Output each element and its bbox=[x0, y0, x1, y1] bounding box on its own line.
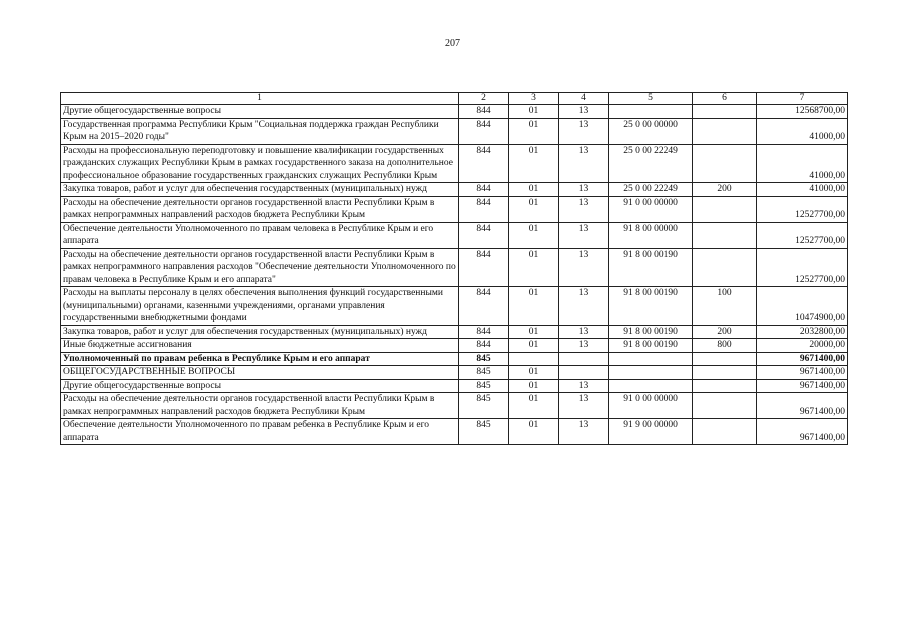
row-name-cell: Расходы на обеспечение деятельности органов государственной власти Республики Крым в рамках непрограммных направлений расходов бюджета Республики Крым bbox=[61, 393, 459, 419]
row-target-article-cell: 25 0 00 22249 bbox=[609, 144, 693, 183]
row-subsection-cell: 13 bbox=[559, 196, 609, 222]
row-ved-cell: 844 bbox=[459, 222, 509, 248]
row-subsection-cell: 13 bbox=[559, 325, 609, 339]
row-ved-cell: 844 bbox=[459, 339, 509, 353]
row-name-cell: Расходы на обеспечение деятельности органов государственной власти Республики Крым в рамках непрограммного направления расходов "Обеспечение деятельности Уполномоченного по правам человека в Республике Крым и его аппарата" bbox=[61, 248, 459, 287]
row-amount-cell: 41000,00 bbox=[757, 144, 848, 183]
row-name-cell: Другие общегосударственные вопросы bbox=[61, 379, 459, 393]
table-row bbox=[61, 325, 848, 339]
row-amount-cell: 12527700,00 bbox=[757, 222, 848, 248]
row-ved-cell: 845 bbox=[459, 379, 509, 393]
row-section-cell: 01 bbox=[509, 248, 559, 287]
row-target-article-cell bbox=[609, 379, 693, 393]
row-name-cell: Другие общегосударственные вопросы bbox=[61, 105, 459, 119]
row-subsection-cell: 13 bbox=[559, 118, 609, 144]
row-expense-type-cell: 100 bbox=[693, 287, 757, 326]
header-cell: 2 bbox=[459, 93, 509, 105]
row-name-cell: Обеспечение деятельности Уполномоченного по правам ребенка в Республике Крым и его аппарата bbox=[61, 419, 459, 445]
row-target-article-cell: 91 0 00 00000 bbox=[609, 393, 693, 419]
row-section-cell bbox=[509, 352, 559, 366]
row-subsection-cell: 13 bbox=[559, 419, 609, 445]
row-target-article-cell bbox=[609, 366, 693, 380]
row-expense-type-cell bbox=[693, 144, 757, 183]
row-section-cell: 01 bbox=[509, 419, 559, 445]
row-expense-type-cell bbox=[693, 222, 757, 248]
row-amount-cell: 9671400,00 bbox=[757, 352, 848, 366]
table-row bbox=[61, 366, 848, 380]
row-amount-cell: 9671400,00 bbox=[757, 419, 848, 445]
row-expense-type-cell bbox=[693, 379, 757, 393]
table-row bbox=[61, 183, 848, 197]
table-row bbox=[61, 248, 848, 287]
row-ved-cell: 845 bbox=[459, 366, 509, 380]
row-amount-cell: 9671400,00 bbox=[757, 366, 848, 380]
header-cell: 1 bbox=[61, 93, 459, 105]
row-expense-type-cell: 800 bbox=[693, 339, 757, 353]
row-expense-type-cell bbox=[693, 105, 757, 119]
row-target-article-cell: 91 8 00 00000 bbox=[609, 222, 693, 248]
header-cell: 3 bbox=[509, 93, 559, 105]
row-ved-cell: 844 bbox=[459, 248, 509, 287]
row-name-cell: Расходы на обеспечение деятельности органов государственной власти Республики Крым в рамках непрограммных направлений расходов бюджета Республики Крым bbox=[61, 196, 459, 222]
row-expense-type-cell bbox=[693, 352, 757, 366]
row-expense-type-cell: 200 bbox=[693, 183, 757, 197]
row-expense-type-cell: 200 bbox=[693, 325, 757, 339]
row-ved-cell: 845 bbox=[459, 393, 509, 419]
row-subsection-cell: 13 bbox=[559, 105, 609, 119]
table-row bbox=[61, 352, 848, 366]
row-ved-cell: 844 bbox=[459, 144, 509, 183]
row-section-cell: 01 bbox=[509, 325, 559, 339]
row-target-article-cell: 91 9 00 00000 bbox=[609, 419, 693, 445]
budget-table bbox=[60, 92, 848, 445]
row-expense-type-cell bbox=[693, 118, 757, 144]
row-amount-cell: 12568700,00 bbox=[757, 105, 848, 119]
table-row bbox=[61, 287, 848, 326]
table-row bbox=[61, 144, 848, 183]
row-subsection-cell: 13 bbox=[559, 339, 609, 353]
row-section-cell: 01 bbox=[509, 196, 559, 222]
row-expense-type-cell bbox=[693, 393, 757, 419]
header-cell: 7 bbox=[757, 93, 848, 105]
table-row bbox=[61, 419, 848, 445]
row-ved-cell: 844 bbox=[459, 196, 509, 222]
row-target-article-cell: 91 8 00 00190 bbox=[609, 248, 693, 287]
row-section-cell: 01 bbox=[509, 222, 559, 248]
table-row bbox=[61, 339, 848, 353]
row-subsection-cell: 13 bbox=[559, 287, 609, 326]
row-subsection-cell: 13 bbox=[559, 222, 609, 248]
row-expense-type-cell bbox=[693, 248, 757, 287]
row-section-cell: 01 bbox=[509, 183, 559, 197]
row-section-cell: 01 bbox=[509, 393, 559, 419]
row-ved-cell: 844 bbox=[459, 183, 509, 197]
row-name-cell: Иные бюджетные ассигнования bbox=[61, 339, 459, 353]
row-name-cell: ОБЩЕГОСУДАРСТВЕННЫЕ ВОПРОСЫ bbox=[61, 366, 459, 380]
row-amount-cell: 20000,00 bbox=[757, 339, 848, 353]
header-cell: 5 bbox=[609, 93, 693, 105]
row-section-cell: 01 bbox=[509, 339, 559, 353]
row-target-article-cell bbox=[609, 352, 693, 366]
header-cell: 6 bbox=[693, 93, 757, 105]
row-target-article-cell: 91 0 00 00000 bbox=[609, 196, 693, 222]
row-ved-cell: 844 bbox=[459, 287, 509, 326]
row-amount-cell: 12527700,00 bbox=[757, 196, 848, 222]
table-header-row bbox=[61, 93, 848, 105]
row-target-article-cell: 91 8 00 00190 bbox=[609, 287, 693, 326]
table-row bbox=[61, 222, 848, 248]
row-name-cell: Расходы на выплаты персоналу в целях обеспечения выполнения функций государственными (муниципальными) органами, казенными учреждениями, органами управления государственными внебюджетными фондами bbox=[61, 287, 459, 326]
row-section-cell: 01 bbox=[509, 118, 559, 144]
row-subsection-cell: 13 bbox=[559, 183, 609, 197]
row-ved-cell: 845 bbox=[459, 419, 509, 445]
row-section-cell: 01 bbox=[509, 379, 559, 393]
row-target-article-cell: 91 8 00 00190 bbox=[609, 339, 693, 353]
row-amount-cell: 9671400,00 bbox=[757, 393, 848, 419]
page-number: 207 bbox=[445, 38, 460, 49]
row-target-article-cell bbox=[609, 105, 693, 119]
row-amount-cell: 41000,00 bbox=[757, 183, 848, 197]
row-name-cell: Закупка товаров, работ и услуг для обеспечения государственных (муниципальных) нужд bbox=[61, 325, 459, 339]
row-name-cell: Государственная программа Республики Крым "Социальная поддержка граждан Республики Крым на 2015–2020 годы" bbox=[61, 118, 459, 144]
row-expense-type-cell bbox=[693, 196, 757, 222]
row-section-cell: 01 bbox=[509, 105, 559, 119]
row-amount-cell: 41000,00 bbox=[757, 118, 848, 144]
row-section-cell: 01 bbox=[509, 287, 559, 326]
row-name-cell: Закупка товаров, работ и услуг для обеспечения государственных (муниципальных) нужд bbox=[61, 183, 459, 197]
row-name-cell: Уполномоченный по правам ребенка в Республике Крым и его аппарат bbox=[61, 352, 459, 366]
row-subsection-cell: 13 bbox=[559, 144, 609, 183]
row-section-cell: 01 bbox=[509, 366, 559, 380]
row-subsection-cell: 13 bbox=[559, 393, 609, 419]
row-target-article-cell: 25 0 00 00000 bbox=[609, 118, 693, 144]
row-subsection-cell: 13 bbox=[559, 248, 609, 287]
table-row bbox=[61, 196, 848, 222]
row-ved-cell: 844 bbox=[459, 325, 509, 339]
row-expense-type-cell bbox=[693, 419, 757, 445]
row-name-cell: Обеспечение деятельности Уполномоченного по правам человека в Республике Крым и его аппарата bbox=[61, 222, 459, 248]
table-row bbox=[61, 379, 848, 393]
table-row bbox=[61, 393, 848, 419]
table-row bbox=[61, 105, 848, 119]
row-expense-type-cell bbox=[693, 366, 757, 380]
row-target-article-cell: 25 0 00 22249 bbox=[609, 183, 693, 197]
row-subsection-cell: 13 bbox=[559, 379, 609, 393]
row-ved-cell: 845 bbox=[459, 352, 509, 366]
row-name-cell: Расходы на профессиональную переподготовку и повышение квалификации государственных гражданских служащих Республики Крым в рамках государственного заказа на дополнительное профессиональное образование государственных гражданских служащих Республики Крым bbox=[61, 144, 459, 183]
row-section-cell: 01 bbox=[509, 144, 559, 183]
row-amount-cell: 9671400,00 bbox=[757, 379, 848, 393]
row-target-article-cell: 91 8 00 00190 bbox=[609, 325, 693, 339]
table-row bbox=[61, 118, 848, 144]
row-subsection-cell bbox=[559, 366, 609, 380]
row-amount-cell: 12527700,00 bbox=[757, 248, 848, 287]
header-cell: 4 bbox=[559, 93, 609, 105]
row-subsection-cell bbox=[559, 352, 609, 366]
row-amount-cell: 10474900,00 bbox=[757, 287, 848, 326]
row-amount-cell: 2032800,00 bbox=[757, 325, 848, 339]
row-ved-cell: 844 bbox=[459, 105, 509, 119]
row-ved-cell: 844 bbox=[459, 118, 509, 144]
